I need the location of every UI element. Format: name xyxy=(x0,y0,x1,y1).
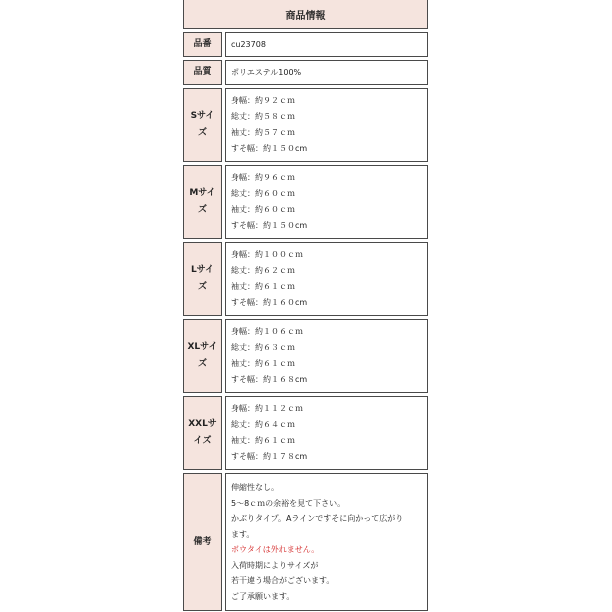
label-text: XLサイ xyxy=(187,342,218,352)
measure-length: 総丈：約５８ｃｍ xyxy=(231,112,295,121)
label-notes xyxy=(183,473,222,611)
measure-width: 身幅：約１００ｃｍ xyxy=(231,250,303,259)
measure-sleeve: 袖丈：約６１ｃｍ xyxy=(231,436,295,445)
note-line-highlight: ボウタイは外れません。 xyxy=(231,545,320,554)
measure-width: 身幅：約９２ｃｍ xyxy=(231,96,295,105)
label-text: Sサイ xyxy=(190,111,215,121)
row-size-xl xyxy=(183,319,428,393)
row-notes xyxy=(183,473,428,611)
note-line: ご了承願います。 xyxy=(231,591,295,601)
measure-hem: すそ幅：約１５０cm xyxy=(231,144,308,153)
label-product-number xyxy=(183,32,222,57)
label-size-s xyxy=(183,88,222,162)
measure-sleeve: 袖丈：約５７ｃｍ xyxy=(231,128,295,137)
label-text: ズ xyxy=(197,205,207,215)
label-material xyxy=(183,60,222,85)
measure-length: 総丈：約６３ｃｍ xyxy=(231,343,295,352)
label-text: Lサイ xyxy=(190,265,215,275)
label-text: Mサイ xyxy=(189,188,216,198)
row-size-m xyxy=(183,165,428,239)
row-size-s xyxy=(183,88,428,162)
measure-length: 総丈：約６２ｃｍ xyxy=(231,266,295,275)
label-size-m xyxy=(183,165,222,239)
value-size-xl xyxy=(225,319,428,393)
label-text: ズ xyxy=(197,128,207,138)
value-notes xyxy=(225,473,428,611)
note-line: 5～8ｃｍの余裕を見て下さい。 xyxy=(231,498,346,508)
label-size-xl xyxy=(183,319,222,393)
value-material xyxy=(225,60,428,85)
table-title: 商品情報 xyxy=(183,0,428,29)
label-text: 備考 xyxy=(193,536,212,547)
value-line: cu23708 xyxy=(231,39,266,49)
label-size-l xyxy=(183,242,222,316)
measure-sleeve: 袖丈：約６０ｃｍ xyxy=(231,205,295,214)
label-text: XXLサ xyxy=(188,419,217,429)
label-text: 品番 xyxy=(193,39,212,49)
value-size-s xyxy=(225,88,428,162)
value-size-xxl xyxy=(225,396,428,470)
measure-width: 身幅：約１０６ｃｍ xyxy=(231,327,303,336)
label-text: ズ xyxy=(197,359,207,369)
note-line: 入荷時期によりサイズが xyxy=(231,560,319,570)
label-text: 品質 xyxy=(193,67,212,77)
note-line: 若干違う場合がございます。 xyxy=(231,576,335,585)
measure-width: 身幅：約９６ｃｍ xyxy=(231,173,295,182)
note-line: ます。 xyxy=(231,529,255,539)
measure-sleeve: 袖丈：約６１ｃｍ xyxy=(231,282,295,291)
label-text: イズ xyxy=(193,436,212,446)
product-info-table xyxy=(183,0,428,611)
measure-hem: すそ幅：約１５０cm xyxy=(231,221,308,230)
note-line: かぶりタイプ。Aラインですそに向かって広がり xyxy=(231,514,404,523)
note-line: 伸縮性なし。 xyxy=(231,483,279,492)
value-product-number xyxy=(225,32,428,57)
measure-length: 総丈：約６４ｃｍ xyxy=(231,420,295,429)
measure-width: 身幅：約１１２ｃｍ xyxy=(231,404,303,413)
value-size-m xyxy=(225,165,428,239)
measure-length: 総丈：約６０ｃｍ xyxy=(231,189,295,198)
label-size-xxl xyxy=(183,396,222,470)
measure-hem: すそ幅：約１６０cm xyxy=(231,298,308,307)
value-line: ポリエステル100% xyxy=(231,67,302,77)
value-size-l xyxy=(225,242,428,316)
measure-hem: すそ幅：約１６８cm xyxy=(231,375,308,384)
row-size-l xyxy=(183,242,428,316)
measure-hem: すそ幅：約１７８cm xyxy=(231,452,308,461)
label-text: ズ xyxy=(197,282,207,292)
row-product-number xyxy=(183,32,428,57)
measure-sleeve: 袖丈：約６１ｃｍ xyxy=(231,359,295,368)
row-material xyxy=(183,60,428,85)
row-size-xxl xyxy=(183,396,428,470)
